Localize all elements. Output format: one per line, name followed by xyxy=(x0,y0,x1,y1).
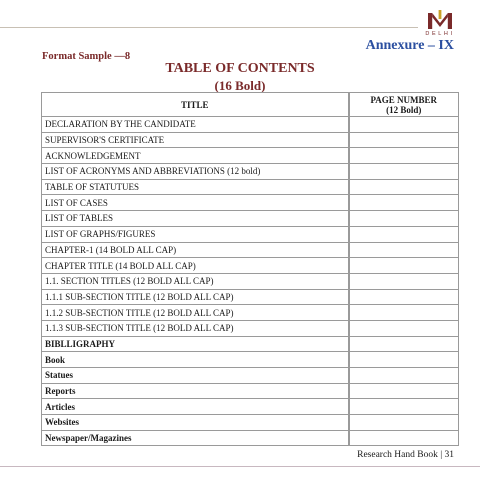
toc-entry-title: 1.1.3 SUB-SECTION TITLE (12 BOLD ALL CAP) xyxy=(42,320,349,336)
table-row xyxy=(42,399,459,415)
toc-entry-page-number xyxy=(349,368,459,384)
page-footer: Research Hand Book | 31 xyxy=(357,450,454,460)
toc-entry-page-number xyxy=(349,352,459,368)
table-row xyxy=(42,195,459,211)
toc-entry-title: SUPERVISOR'S CERTIFICATE xyxy=(42,132,349,148)
toc-entry-title: Book xyxy=(42,352,349,368)
table-row xyxy=(42,226,459,242)
table-row xyxy=(42,179,459,195)
toc-entry-page-number xyxy=(349,415,459,431)
toc-entry-page-number xyxy=(349,195,459,211)
toc-entry-title: Articles xyxy=(42,399,349,415)
table-row xyxy=(42,117,459,133)
toc-entry-page-number xyxy=(349,132,459,148)
toc-entry-page-number xyxy=(349,336,459,352)
table-row xyxy=(42,132,459,148)
toc-entry-page-number xyxy=(349,289,459,305)
university-emblem-icon xyxy=(428,10,452,29)
toc-entry-title: Statues xyxy=(42,368,349,384)
toc-entry-page-number xyxy=(349,430,459,446)
toc-entry-page-number xyxy=(349,148,459,164)
footer-rule xyxy=(0,466,480,467)
logo-label: DELHI xyxy=(425,31,455,37)
page-number-header-line2: (12 Bold) xyxy=(386,104,422,115)
table-header-row xyxy=(42,93,459,117)
toc-entry-page-number xyxy=(349,211,459,227)
header-rule xyxy=(0,27,418,28)
toc-entry-title: BIBLLIGRAPHY xyxy=(42,336,349,352)
toc-table-body xyxy=(42,117,459,446)
toc-entry-page-number xyxy=(349,226,459,242)
table-row xyxy=(42,258,459,274)
page-title: TABLE OF CONTENTS xyxy=(165,61,315,76)
table-row xyxy=(42,383,459,399)
table-row xyxy=(42,368,459,384)
toc-entry-title: LIST OF ACRONYMS AND ABBREVIATIONS (12 bold) xyxy=(42,164,349,180)
page-number-header-line1: PAGE NUMBER xyxy=(370,94,438,105)
toc-entry-title: 1.1.2 SUB-SECTION TITLE (12 BOLD ALL CAP) xyxy=(42,305,349,321)
toc-entry-title: 1.1.1 SUB-SECTION TITLE (12 BOLD ALL CAP) xyxy=(42,289,349,305)
toc-entry-title: Websites xyxy=(42,415,349,431)
toc-entry-page-number xyxy=(349,179,459,195)
toc-entry-page-number xyxy=(349,399,459,415)
toc-entry-page-number xyxy=(349,164,459,180)
table-row xyxy=(42,415,459,431)
column-header-title: TITLE xyxy=(42,93,349,117)
annexure-label: Annexure – IX xyxy=(365,38,454,53)
toc-entry-title: DECLARATION BY THE CANDIDATE xyxy=(42,117,349,133)
toc-table xyxy=(41,92,459,446)
format-sample-label: Format Sample —8 xyxy=(42,51,131,62)
toc-entry-title: Reports xyxy=(42,383,349,399)
table-row xyxy=(42,320,459,336)
toc-entry-title: CHAPTER-1 (14 BOLD ALL CAP) xyxy=(42,242,349,258)
toc-entry-page-number xyxy=(349,383,459,399)
column-header-page-number xyxy=(349,93,459,117)
table-row xyxy=(42,352,459,368)
toc-entry-title: Newspaper/Magazines xyxy=(42,430,349,446)
toc-entry-title: 1.1. SECTION TITLES (12 BOLD ALL CAP) xyxy=(42,273,349,289)
toc-entry-page-number xyxy=(349,273,459,289)
table-row xyxy=(42,336,459,352)
toc-entry-title: LIST OF CASES xyxy=(42,195,349,211)
table-row xyxy=(42,430,459,446)
page-subtitle: (16 Bold) xyxy=(214,78,266,93)
table-row xyxy=(42,305,459,321)
toc-entry-title: LIST OF GRAPHS/FIGURES xyxy=(42,226,349,242)
table-row xyxy=(42,273,459,289)
table-row xyxy=(42,289,459,305)
toc-entry-page-number xyxy=(349,320,459,336)
table-row xyxy=(42,148,459,164)
toc-entry-page-number xyxy=(349,258,459,274)
toc-entry-page-number xyxy=(349,242,459,258)
toc-entry-page-number xyxy=(349,117,459,133)
table-row xyxy=(42,211,459,227)
toc-entry-page-number xyxy=(349,305,459,321)
table-row xyxy=(42,242,459,258)
toc-entry-title: ACKNOWLEDGEMENT xyxy=(42,148,349,164)
toc-entry-title: CHAPTER TITLE (14 BOLD ALL CAP) xyxy=(42,258,349,274)
toc-entry-title: LIST OF TABLES xyxy=(42,211,349,227)
toc-entry-title: TABLE OF STATUTUES xyxy=(42,179,349,195)
table-row xyxy=(42,164,459,180)
